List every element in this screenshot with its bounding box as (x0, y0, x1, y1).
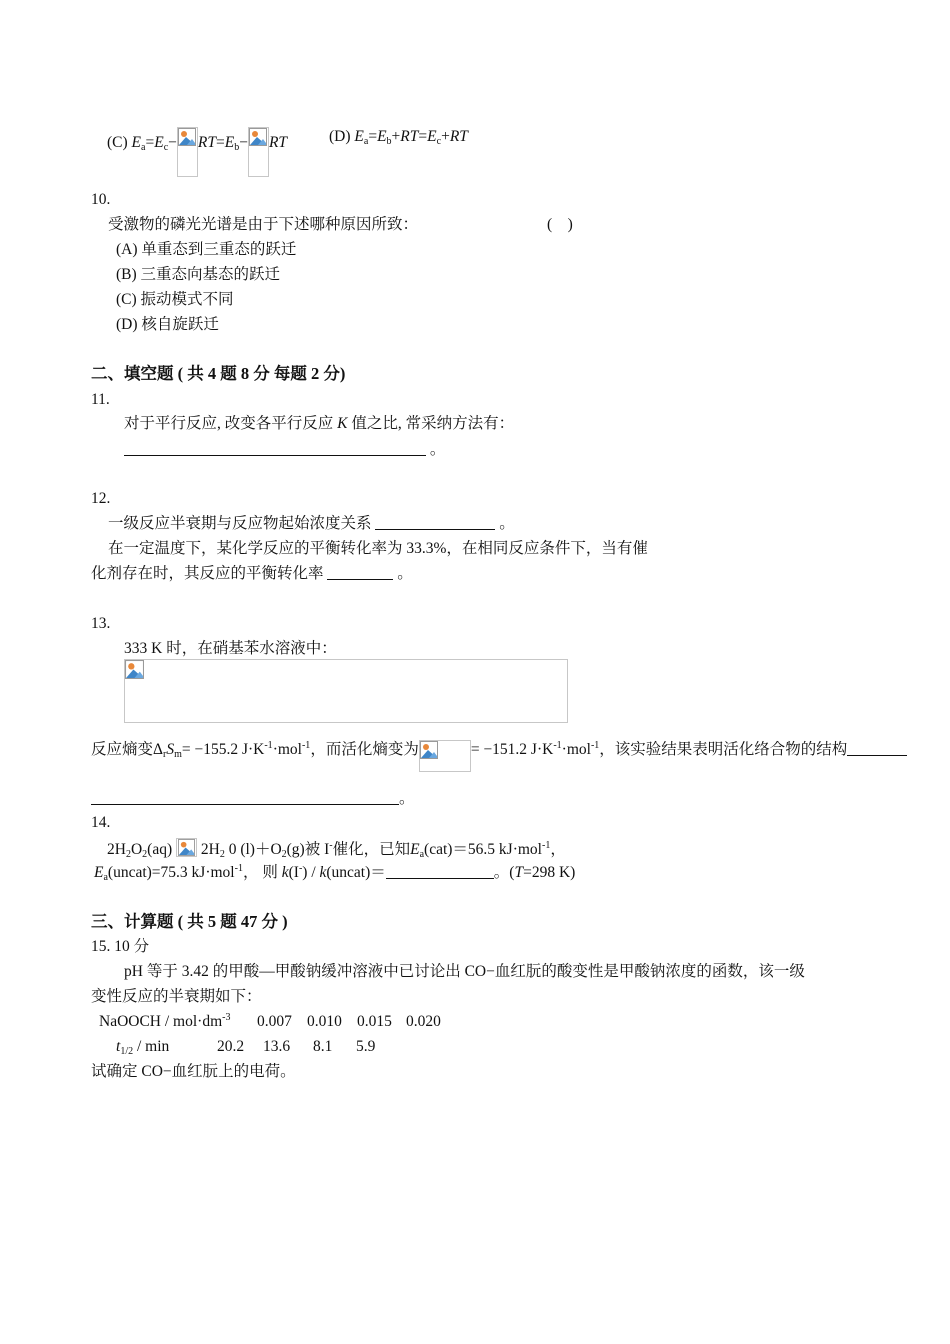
q9-option-c: (C) $E_a=E_c-$ $RT=E_b-$ RT (107, 127, 287, 177)
q15-line2: 变性反应的半衰期如下： (91, 988, 262, 1005)
q12-line3-end: 。 (393, 565, 413, 582)
q9-option-d: (D) $E_a=E_b+RT=E_c+RT$ (329, 128, 468, 147)
q14-ea-cat: (cat)＝56.5 kJ·mol (424, 841, 542, 858)
q14-line1: $2H_2O_2(aq)$ $2H_2$ 0 $(l)+O_2(g)$被 I-催化，已知$E_a(cat)=56.5$ kJ·mol$^{-1}$， (107, 840, 566, 860)
q13-entropy-prefix: 反应熵变Δ (91, 741, 163, 758)
q12-line3 (91, 564, 413, 584)
q15-row1-v4: 0.020 (406, 1013, 441, 1030)
q14-line2: $E_a(uncat)=75.3$ kJ·mol$^{-1}$， 则 k(I-) / k(uncat)＝ 。(T=298 K) (94, 863, 576, 883)
q14-k-uncat: (uncat)＝ (326, 864, 386, 881)
q14-h2o2-b: O (130, 841, 143, 858)
q15-row1-v1: 0.007 (257, 1013, 292, 1030)
image-placeholder-icon (248, 127, 269, 177)
q13-entropy-value: = −155.2 J·K (181, 741, 265, 758)
q13-entropy-unit: ·mol (272, 741, 302, 758)
q13-blank-line (91, 789, 415, 809)
q11-text (124, 414, 514, 434)
q13-activation-unit: ·mol (561, 741, 591, 758)
q15-row2-label-text: / min (133, 1038, 170, 1055)
q13-intro: 333 K 时，在硝基苯水溶液中： (124, 640, 337, 657)
q13-activation-text: ，而活化熵变为 (310, 741, 419, 758)
q12-line1 (108, 514, 515, 534)
q14-k-i: (I (288, 864, 299, 881)
activation-entropy-image-icon (419, 740, 471, 772)
q15-line1: pH 等于 3.42 的甲酸—甲酸钠缓冲溶液中已讨论出 CO−血红朊的酸变性是甲酸钠浓度的函数，该一级 (124, 963, 805, 980)
q14-then: ， 则 (242, 864, 282, 881)
q14-answer-blank (386, 864, 494, 879)
q11-end: 。 (426, 441, 446, 458)
q12-blank-1 (375, 515, 495, 530)
q12-line1-text: 一级反应半衰期与反应物起始浓度关系 (108, 515, 372, 532)
q14-2h2o: 2H (200, 841, 220, 858)
q10-option-b: (B) 三重态向基态的跃迁 (116, 266, 281, 283)
q14-slash: ) / (302, 864, 320, 881)
q12-line1-end: 。 (495, 515, 515, 532)
q15-row1-label-text: NaOOCH / mol·dm (99, 1013, 223, 1030)
q10-stem: 受激物的磷光光谱是由于下述哪种原因所致： (108, 216, 419, 233)
q11-blank-line (124, 440, 445, 460)
q14-products: 0 (l)＋O (228, 841, 282, 858)
reaction-arrow-image-icon (176, 838, 197, 857)
q13-end: 。 (399, 790, 415, 807)
broken-image-icon (125, 660, 144, 679)
q14-temperature: =298 K) (523, 864, 576, 881)
q13-blank-1 (847, 741, 907, 756)
q13-activation-value: = −151.2 J·K (470, 741, 554, 758)
q10-answer-paren: ( ) (547, 216, 573, 233)
q11-text-b: 值之比, 常采纳方法有： (347, 415, 515, 432)
q14-h2o2-a: 2H (107, 841, 126, 858)
q9-option-c-label: (C) (107, 134, 128, 151)
q10-option-d: (D) 核自旋跃迁 (116, 316, 219, 333)
q11-k: K (337, 415, 348, 432)
q14-paren-open: 。( (493, 864, 515, 881)
q14-known: 催化，已知 (332, 841, 411, 858)
q14-number: 14. (91, 814, 111, 831)
section2-heading: 二、填空题 ( 共 4 题 8 分 每题 2 分) (91, 364, 346, 383)
q15-table-row1-label: NaOOCH / $mol\cdot dm^{-3}$ (99, 1012, 231, 1030)
q15-number: 15. 10 分 (91, 938, 150, 955)
q12-line3-text: 化剂存在时，其反应的平衡转化率 (91, 565, 324, 582)
q15-row1-v3: 0.015 (357, 1013, 392, 1030)
q15-row2-v2: 13.6 (263, 1038, 291, 1055)
q14-ea-uncat: (uncat)=75.3 kJ·mol (107, 864, 235, 881)
q15-row2-v4: 5.9 (356, 1038, 376, 1055)
q12-line2: 在一定温度下，某化学反应的平衡转化率为 33.3%，在相同反应条件下，当有催 (108, 540, 648, 557)
q11-text-a: 对于平行反应, 改变各平行反应 (124, 415, 338, 432)
q12-number: 12. (91, 490, 111, 507)
q11-number: 11. (91, 391, 110, 408)
q14-catalyst: (g)被 I (286, 841, 330, 858)
q13-entropy-line: 反应熵变$\Delta_rS_m= -155.2$ $J\cdot K^{-1}\cdot mol^{-1}$，而活化熵变为 = −151.2 $J\cdot K^{-1}\cdot mol^{-1}$，该实验结果表明活化络合物的结构 (91, 740, 907, 772)
q10-number: 10. (91, 191, 111, 208)
q11-answer-blank (124, 441, 426, 456)
q9-option-d-label: (D) (329, 128, 351, 145)
q15-row1-v2: 0.010 (307, 1013, 342, 1030)
image-placeholder-icon (177, 127, 198, 177)
q13-reaction-image (124, 659, 568, 723)
q13-blank-2 (91, 790, 399, 805)
q14-aq: (aq) (147, 841, 173, 858)
q15-row2-v1: 20.2 (217, 1038, 245, 1055)
q10-option-a: (A) 单重态到三重态的跃迁 (116, 241, 297, 258)
q12-blank-2 (327, 565, 393, 580)
q10-option-c: (C) 振动模式不同 (116, 291, 234, 308)
q13-number: 13. (91, 615, 111, 632)
q13-conclusion: ，该实验结果表明活化络合物的结构 (599, 741, 848, 758)
q15-row2-v3: 8.1 (313, 1038, 333, 1055)
q15-question: 试确定 CO−血红朊上的电荷。 (91, 1063, 296, 1080)
section3-heading: 三、计算题 ( 共 5 题 47 分 ) (91, 912, 288, 931)
q15-table-row2-label: $t_{1/2}$ / min (116, 1038, 170, 1057)
